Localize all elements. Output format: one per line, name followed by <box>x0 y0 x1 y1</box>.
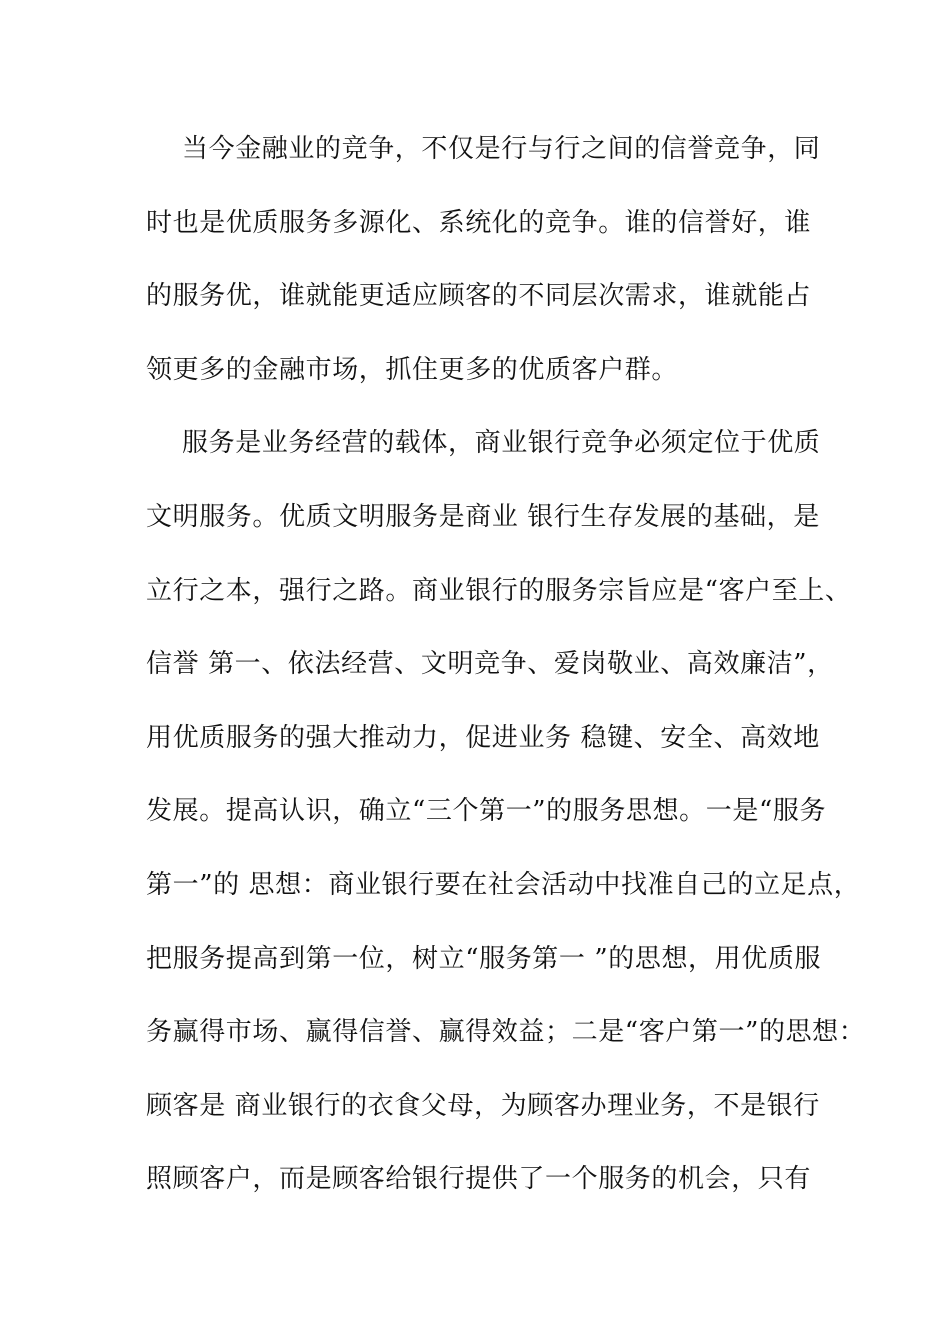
paragraph-2-line: 务赢得市场、赢得信誉、赢得效益；二是“客户第一”的思想： <box>146 1017 866 1048</box>
paragraph-1-line: 的服务优，谁就能更适应顾客的不同层次需求，谁就能占 <box>146 281 812 312</box>
paragraph-2-line: 把服务提高到第一位，树立“服务第一 ”的思想，用优质服 <box>146 943 822 974</box>
paragraph-2-line: 文明服务。优质文明服务是商业 银行生存发展的基础，是 <box>146 501 820 532</box>
paragraph-1-line: 时也是优质服务多源化、系统化的竞争。谁的信誉好，谁 <box>146 207 812 238</box>
body-text <box>146 127 866 1231</box>
paragraph-2-line: 发展。提高认识，确立“三个第一”的服务思想。一是“服务 <box>146 796 827 827</box>
paragraph-2-line: 服务是业务经营的载体，商业银行竞争必须定位于优质 <box>182 428 821 459</box>
paragraph-2-line: 顾客是 商业银行的衣食父母，为顾客办理业务，不是银行 <box>146 1090 820 1121</box>
paragraph-2-line: 照顾客户，而是顾客给银行提供了一个服务的机会，只有 <box>146 1164 812 1195</box>
paragraph-1-line: 当今金融业的竞争，不仅是行与行之间的信誉竞争，同 <box>182 134 821 164</box>
paragraph-2-line: 用优质服务的强大推动力，促进业务 稳键、安全、高效地 <box>146 722 820 753</box>
paragraph-1-line: 领更多的金融市场，抓住更多的优质客户群。 <box>146 354 679 385</box>
paragraph-2-line: 立行之本，强行之路。商业银行的服务宗旨应是“客户至上、 <box>146 575 852 606</box>
paragraph-2-line: 第一”的 思想：商业银行要在社会活动中找准自己的立足点， <box>146 869 861 900</box>
paragraph-2-line: 信誉 第一、依法经营、文明竞争、爱岗敬业、高效廉洁”， <box>146 649 834 680</box>
